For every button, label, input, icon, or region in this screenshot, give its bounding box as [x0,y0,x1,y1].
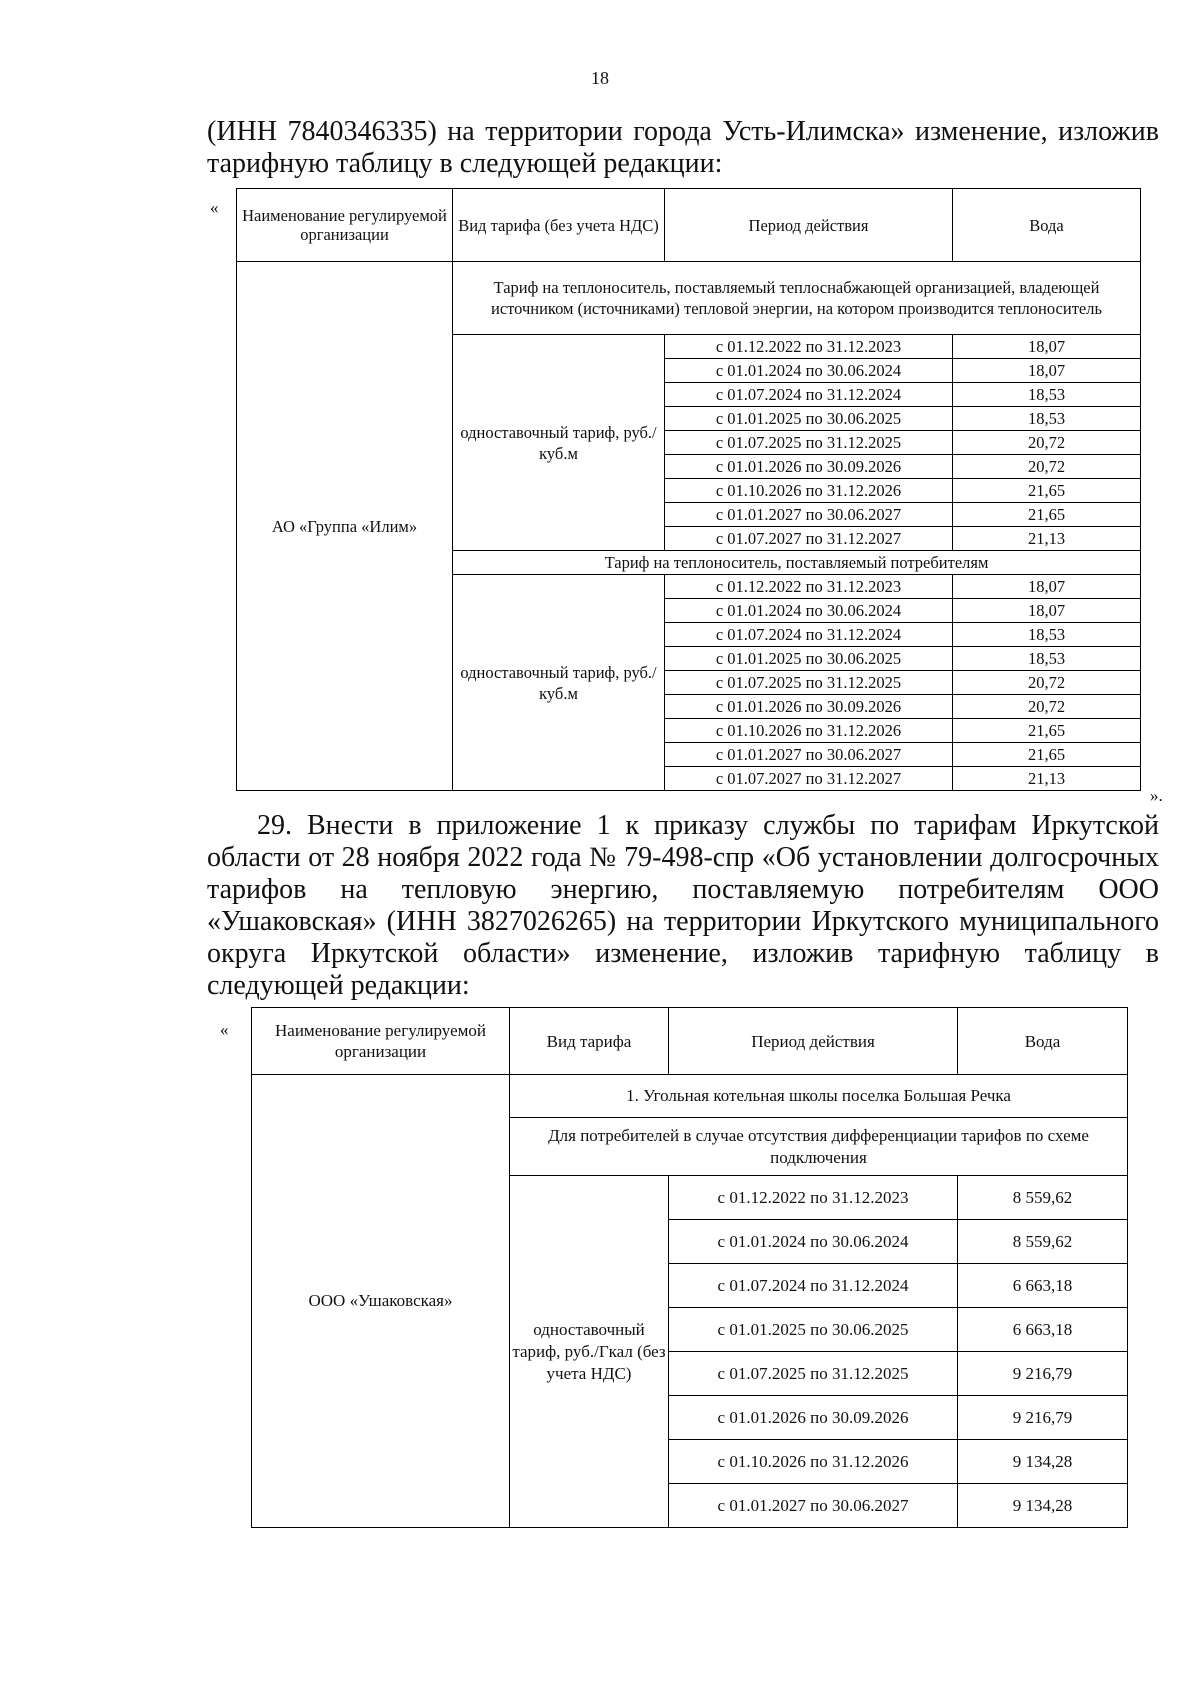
period-from: 01.01.2026 [729,1407,806,1427]
period-from: 01.12.2022 [727,577,802,596]
value-cell: 9 134,28 [958,1440,1128,1484]
header-tariff-type: Вид тарифа (без учета НДС) [453,189,665,262]
tariff-type-cell: одноставочный тариф, руб./куб.м [453,335,665,551]
quote-open-1: « [210,198,219,217]
value-cell: 21,13 [953,527,1141,551]
value-cell: 20,72 [953,455,1141,479]
value-cell: 9 134,28 [958,1484,1128,1528]
value-cell: 6 663,18 [958,1264,1128,1308]
value-cell: 18,53 [953,383,1141,407]
period-from: 01.01.2027 [729,1495,806,1515]
period-from: 01.01.2024 [727,361,802,380]
period-cell: с 01.07.2025 по 31.12.2025 [665,431,953,455]
period-to: 30.06.2025 [831,1319,909,1339]
period-to: 30.06.2025 [826,409,902,428]
period-from: 01.01.2025 [727,409,802,428]
paragraph-29-text: 29. Внести в приложение 1 к приказу службы по тарифам Иркутской области от 28 ноября 2022 года № 79-498-спр «Об установлении долгосрочных тарифов на тепловую энергию, поставляемую потребителям ООО «Ушаковская» (ИНН 3827026265) на территории Иркутского муниципального округа Иркутской области» изменение, изложив тарифную таблицу в следующей редакции: [207,810,1159,1001]
period-from: 01.01.2026 [727,697,802,716]
period-to: 31.12.2027 [826,769,902,788]
period-from: 01.07.2025 [727,673,802,692]
period-cell: с 01.10.2026 по 31.12.2026 [665,479,953,503]
page-number: 18 [591,68,609,88]
period-to: 31.12.2026 [826,721,902,740]
quote-close-1: ». [1150,786,1163,805]
table-header-row [237,189,1141,262]
period-cell: с 01.07.2027 по 31.12.2027 [665,527,953,551]
period-cell: с 01.01.2027 по 30.06.2027 [669,1484,958,1528]
value-cell: 8 559,62 [958,1176,1128,1220]
tariff-type-cell: одноставочный тариф, руб./Гкал (без учета НДС) [510,1176,669,1528]
value-cell: 18,07 [953,335,1141,359]
value-cell: 20,72 [953,431,1141,455]
period-to: 30.06.2025 [826,649,902,668]
period-cell: с 01.07.2024 по 31.12.2024 [665,623,953,647]
period-from: 01.12.2022 [727,337,802,356]
period-cell: с 01.01.2026 по 30.09.2026 [665,695,953,719]
period-from: 01.07.2025 [727,433,802,452]
value-cell: 18,53 [953,623,1141,647]
period-cell: с 01.01.2024 по 30.06.2024 [669,1220,958,1264]
value-cell: 18,53 [953,407,1141,431]
period-cell: с 01.01.2026 по 30.09.2026 [665,455,953,479]
header-water: Вода [958,1008,1128,1075]
subsection-title: Для потребителей в случае отсутствия дифференциации тарифов по схеме подключения [510,1118,1128,1176]
period-from: 01.07.2027 [727,529,802,548]
period-cell: с 01.01.2027 по 30.06.2027 [665,503,953,527]
period-cell: с 01.12.2022 по 31.12.2023 [669,1176,958,1220]
period-from: 01.07.2024 [727,625,802,644]
period-to: 31.12.2024 [831,1275,909,1295]
tariff-table-ilim [236,188,1141,791]
value-cell: 18,07 [953,359,1141,383]
period-cell: с 01.07.2024 по 31.12.2024 [665,383,953,407]
value-cell: 18,53 [953,647,1141,671]
period-from: 01.01.2025 [729,1319,806,1339]
value-cell: 8 559,62 [958,1220,1128,1264]
period-cell: с 01.01.2026 по 30.09.2026 [669,1396,958,1440]
value-cell: 18,07 [953,575,1141,599]
value-cell: 6 663,18 [958,1308,1128,1352]
period-to: 31.12.2026 [826,481,902,500]
period-to: 30.06.2024 [826,601,902,620]
period-to: 30.06.2027 [826,745,902,764]
period-to: 30.06.2024 [826,361,902,380]
period-to: 30.09.2026 [826,697,902,716]
period-to: 30.06.2027 [831,1495,909,1515]
period-from: 01.07.2024 [729,1275,806,1295]
period-to: 31.12.2025 [826,673,902,692]
period-cell: с 01.12.2022 по 31.12.2023 [665,575,953,599]
period-to: 31.12.2023 [831,1187,909,1207]
period-to: 31.12.2026 [831,1451,909,1471]
table-header-row [252,1008,1128,1075]
paragraph-28-continuation: (ИНН 7840346335) на территории города Усть-Илимска» изменение, изложив тарифную таблицу в следующей редакции: [207,116,1159,179]
header-period: Период действия [669,1008,958,1075]
period-to: 31.12.2023 [826,577,902,596]
organization-cell: ООО «Ушаковская» [252,1075,510,1528]
header-tariff-type: Вид тарифа [510,1008,669,1075]
header-period: Период действия [665,189,953,262]
value-cell: 9 216,79 [958,1352,1128,1396]
period-from: 01.12.2022 [729,1187,806,1207]
period-cell: с 01.07.2025 по 31.12.2025 [669,1352,958,1396]
period-cell: с 01.01.2024 по 30.06.2024 [665,359,953,383]
period-cell: с 01.12.2022 по 31.12.2023 [665,335,953,359]
period-from: 01.10.2026 [727,481,802,500]
period-cell: с 01.01.2025 по 30.06.2025 [665,647,953,671]
header-org: Наименование регулируемой организации [237,189,453,262]
period-from: 01.10.2026 [727,721,802,740]
section-title-row [237,262,1141,335]
period-to: 30.09.2026 [826,457,902,476]
period-from: 01.01.2026 [727,457,802,476]
period-from: 01.01.2025 [727,649,802,668]
section-title-row [252,1075,1128,1118]
organization-cell: АО «Группа «Илим» [237,262,453,791]
period-to: 31.12.2023 [826,337,902,356]
value-cell: 21,65 [953,503,1141,527]
period-to: 31.12.2024 [826,385,902,404]
period-cell: с 01.01.2025 по 30.06.2025 [669,1308,958,1352]
section-title: Тариф на теплоноситель, поставляемый теплоснабжающей организацией, владеющей источником (источниками) тепловой энергии, на котором производится теплоноситель [453,262,1141,335]
header-org: Наименование регулируемой организации [252,1008,510,1075]
period-cell: с 01.10.2026 по 31.12.2026 [669,1440,958,1484]
header-water: Вода [953,189,1141,262]
period-to: 30.09.2026 [831,1407,909,1427]
period-to: 31.12.2024 [826,625,902,644]
tariff-type-cell: одноставочный тариф, руб./куб.м [453,575,665,791]
period-to: 31.12.2025 [826,433,902,452]
period-to: 31.12.2025 [831,1363,909,1383]
period-from: 01.01.2027 [727,505,802,524]
section-title: 1. Угольная котельная школы поселка Большая Речка [510,1075,1128,1118]
period-from: 01.01.2024 [729,1231,806,1251]
period-to: 30.06.2027 [826,505,902,524]
value-cell: 18,07 [953,599,1141,623]
value-cell: 20,72 [953,695,1141,719]
period-to: 30.06.2024 [831,1231,909,1251]
paragraph-29 [207,810,1159,1002]
period-from: 01.07.2027 [727,769,802,788]
period-cell: с 01.10.2026 по 31.12.2026 [665,719,953,743]
period-cell: с 01.01.2027 по 30.06.2027 [665,743,953,767]
period-from: 01.07.2024 [727,385,802,404]
value-cell: 21,65 [953,479,1141,503]
period-cell: с 01.07.2025 по 31.12.2025 [665,671,953,695]
period-from: 01.01.2027 [727,745,802,764]
period-from: 01.10.2026 [729,1451,806,1471]
period-to: 31.12.2027 [826,529,902,548]
value-cell: 9 216,79 [958,1396,1128,1440]
period-cell: с 01.01.2025 по 30.06.2025 [665,407,953,431]
tariff-table-ushakovskaya [251,1007,1128,1528]
value-cell: 21,65 [953,743,1141,767]
value-cell: 20,72 [953,671,1141,695]
quote-open-2: « [220,1020,229,1039]
period-cell: с 01.07.2024 по 31.12.2024 [669,1264,958,1308]
period-cell: с 01.01.2024 по 30.06.2024 [665,599,953,623]
value-cell: 21,13 [953,767,1141,791]
period-from: 01.07.2025 [729,1363,806,1383]
value-cell: 21,65 [953,719,1141,743]
section-title: Тариф на теплоноситель, поставляемый потребителям [453,551,1141,575]
period-cell: с 01.07.2027 по 31.12.2027 [665,767,953,791]
period-from: 01.01.2024 [727,601,802,620]
